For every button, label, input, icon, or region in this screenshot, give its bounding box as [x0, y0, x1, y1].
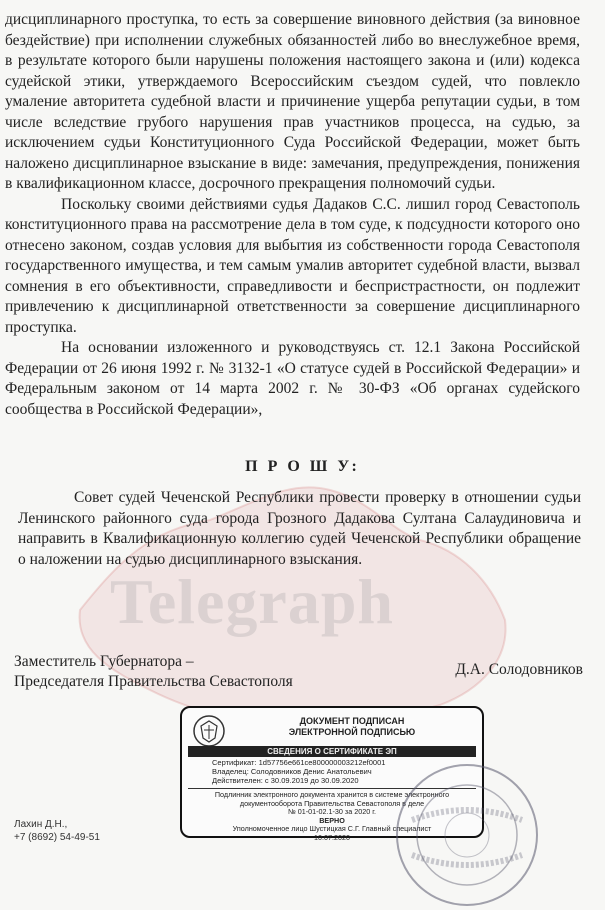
paragraph-1: дисциплинарного проступка, то есть за совершение виновного действия (за виновное бездействие) при исполнении служебных обязанностей либо во внеслужебное время, в результате которого были нарушены положения настоящего закона и (или) кодекса судейской этики, утверждаемого Всероссийским съездом судей, что повлекло умаление авторитета судебной власти и причинение ущерба репутации судьи, в том числе вследствие грубого нарушения прав участников процесса, на судью, за исключением судьи Конституционного Суда Российской Федерации, может быть наложено дисциплинарное взыскание в виде: замечания, предупреждения, понижения в квалификационном классе, досрочного прекращения полномочий судьи. [5, 11, 580, 192]
esign-cert-validity: Действителен: с 30.09.2019 до 30.09.2020 [212, 776, 359, 785]
round-seal-stamp [392, 760, 542, 910]
esign-cert-owner: Владелец: Солодовников Денис Анатольевич [212, 767, 372, 776]
paragraph-2: Поскольку своими действиями судья Дадаков С.С. лишил город Севастополь конституционного права на рассмотрение дела в том суде, к подсудности которого оно отнесено законом, создав условия для выбытия из собственности города Севастополя государственного имущества, и тем самым умалив авторитет судебной власти, вызвал сомнения в его объективности, справедливости и беспристрастности, он подлежит привлечению к дисциплинарной ответственности за совершение дисциплинарного проступка. [5, 195, 580, 336]
contact-name: Лахин Д.Н., [14, 819, 68, 830]
esign-title-line2: ЭЛЕКТРОННОЙ ПОДПИСЬЮ [288, 727, 416, 737]
esign-note-line5: Уполномоченное лицо Шустицкая С.Г. Главный специалист [232, 824, 432, 834]
esign-note-line6: 10.07.2020 [314, 832, 350, 842]
paragraph-3: На основании изложенного и руководствуясь ст. 12.1 Закона Российской Федерации от 26 июня 1992 г. № 3132-1 «О статусе судей в Российской Федерации» и Федеральным законом от 14 марта 2002 г. № 30-ФЗ «Об органах судейского сообщества в Российской Федерации», [5, 339, 580, 418]
request-heading: П Р О Ш У: [245, 458, 360, 475]
esign-title [242, 716, 462, 738]
esign-note-line1: Подлинник электронного документа хранится в системе электронного [214, 790, 450, 799]
request-text: Совет судей Чеченской Республики провести проверку в отношении судьи Ленинского районного суда города Грозного Дадакова Султана Салаудиновича и направить в Квалификационную коллегию судей Чеченской Республики обращение о наложении на судью дисциплинарного взыскания. [18, 489, 581, 568]
esign-note-line4: ВЕРНО [319, 815, 345, 825]
contact-phone: +7 (8692) 54-49-51 [14, 832, 100, 843]
esign-cert-header: СВЕДЕНИЯ О СЕРТИФИКАТЕ ЭП [188, 746, 476, 757]
request-paragraph [18, 488, 581, 570]
signatory-title [14, 652, 293, 692]
signatory-title-line1: Заместитель Губернатора – [14, 653, 194, 670]
coat-of-arms-icon [192, 714, 226, 748]
signatory-name: Д.А. Солодовников [455, 661, 583, 678]
esign-title-line1: ДОКУМЕНТ ПОДПИСАН [299, 716, 405, 726]
document-body [5, 10, 580, 420]
watermark-text: Telegraph [110, 566, 394, 637]
esign-note-line3: № 01-01-02.1-30 за 2020 г. [288, 807, 376, 817]
esign-note-line2: документооборота Правительства Севастополя в деле [239, 798, 425, 808]
contact-info [14, 818, 100, 844]
esign-cert-number: Сертификат: 1d57756e661ce800000003212ef0001 [212, 758, 386, 767]
signatory-title-line2: Председателя Правительства Севастополя [14, 673, 293, 690]
